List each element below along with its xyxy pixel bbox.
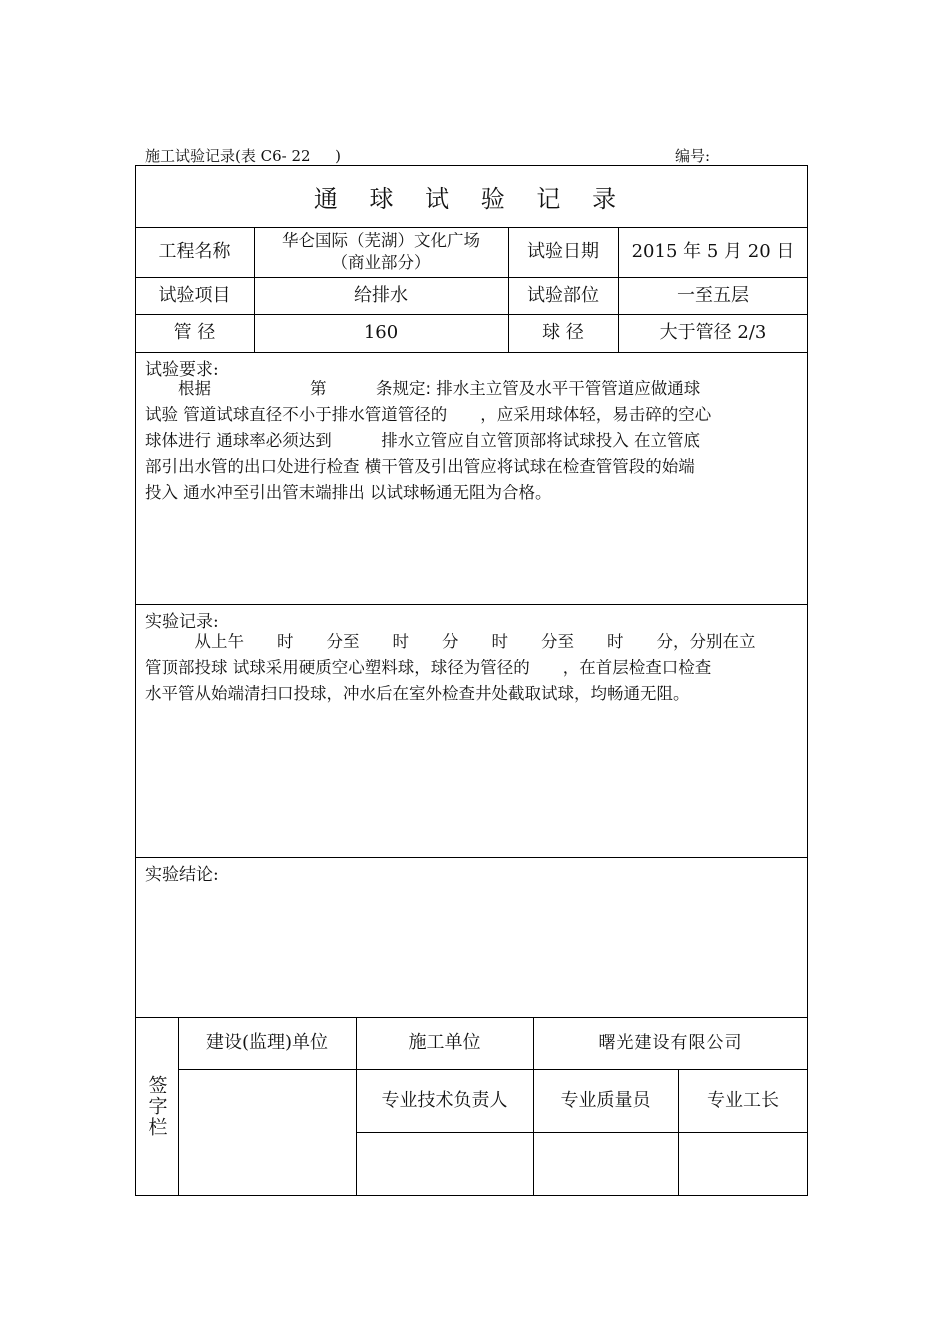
pipe-diameter-label: 管 径 [173,322,216,343]
record-number-label: 编号: [675,147,711,165]
foreman-label: 专业工长 [707,1089,779,1111]
form-reference: 施工试验记录(表 C6- 22 ) [145,147,341,165]
conclusion-label: 实验结论: [145,865,219,885]
test-date-label: 试验日期 [527,241,599,262]
technical-lead-label: 专业技术负责人 [381,1089,508,1111]
ball-diameter-label: 球 径 [542,322,584,343]
requirements-line: 球体进行 通球率必须达到 排水立管应自立管顶部将试球投入 在立管底 [145,431,700,450]
record-text [145,629,800,707]
record-line: 水平管从始端清扫口投球，冲水后在室外检查井处截取试球，均畅通无阻。 [145,684,690,703]
ball-diameter-value: 大于管径 2/3 [659,322,767,343]
test-item-label: 试验项目 [158,284,231,306]
test-location-value: 一至五层 [677,284,749,306]
divider [135,352,808,353]
record-line: 从上午 时 分至 时 分 时 分至 时 分，分别在立 [145,632,756,651]
requirements-label: 试验要求: [145,360,219,380]
document-title: 通 球 试 验 记 录 [313,184,629,213]
signature-side-label: 签字栏 [145,1074,168,1138]
supervision-unit-label: 建设(监理)单位 [205,1032,329,1053]
contractor-name: 曙光建设有限公司 [598,1033,743,1053]
divider [135,857,808,858]
project-name-value [254,227,508,277]
pipe-diameter-value: 160 [363,322,399,343]
record-label: 实验记录: [145,612,219,632]
project-name-line-2: （商业部分） [331,253,431,272]
test-item-value: 给排水 [354,284,408,306]
test-location-label: 试验部位 [527,284,599,306]
requirements-line: 投入 通水冲至引出管末端排出 以试球畅通无阻为合格。 [145,483,552,502]
record-line: 管顶部投球 试球采用硬质空心塑料球，球径为管径的 ，在首层检查口检查 [145,658,712,677]
requirements-text [145,376,800,506]
quality-inspector-label: 专业质量员 [560,1089,651,1111]
contractor-unit-label: 施工单位 [408,1032,481,1053]
project-name-line-1: 华仑国际（芜湖）文化广场 [282,231,480,250]
divider [135,604,808,605]
project-name-label: 工程名称 [158,241,231,262]
divider [356,1132,808,1133]
requirements-line: 试验 管道试球直径不小于排水管道管径的 ，应采用球体轻，易击碎的空心 [145,405,712,424]
test-date-value: 2015 年 5 月 20 日 [631,241,795,262]
requirements-line: 根据 第 条规定: 排水主立管及水平干管管道应做通球 [145,379,701,398]
requirements-line: 部引出水管的出口处进行检查 横干管及引出管应将试球在检查管管段的始端 [145,457,695,476]
